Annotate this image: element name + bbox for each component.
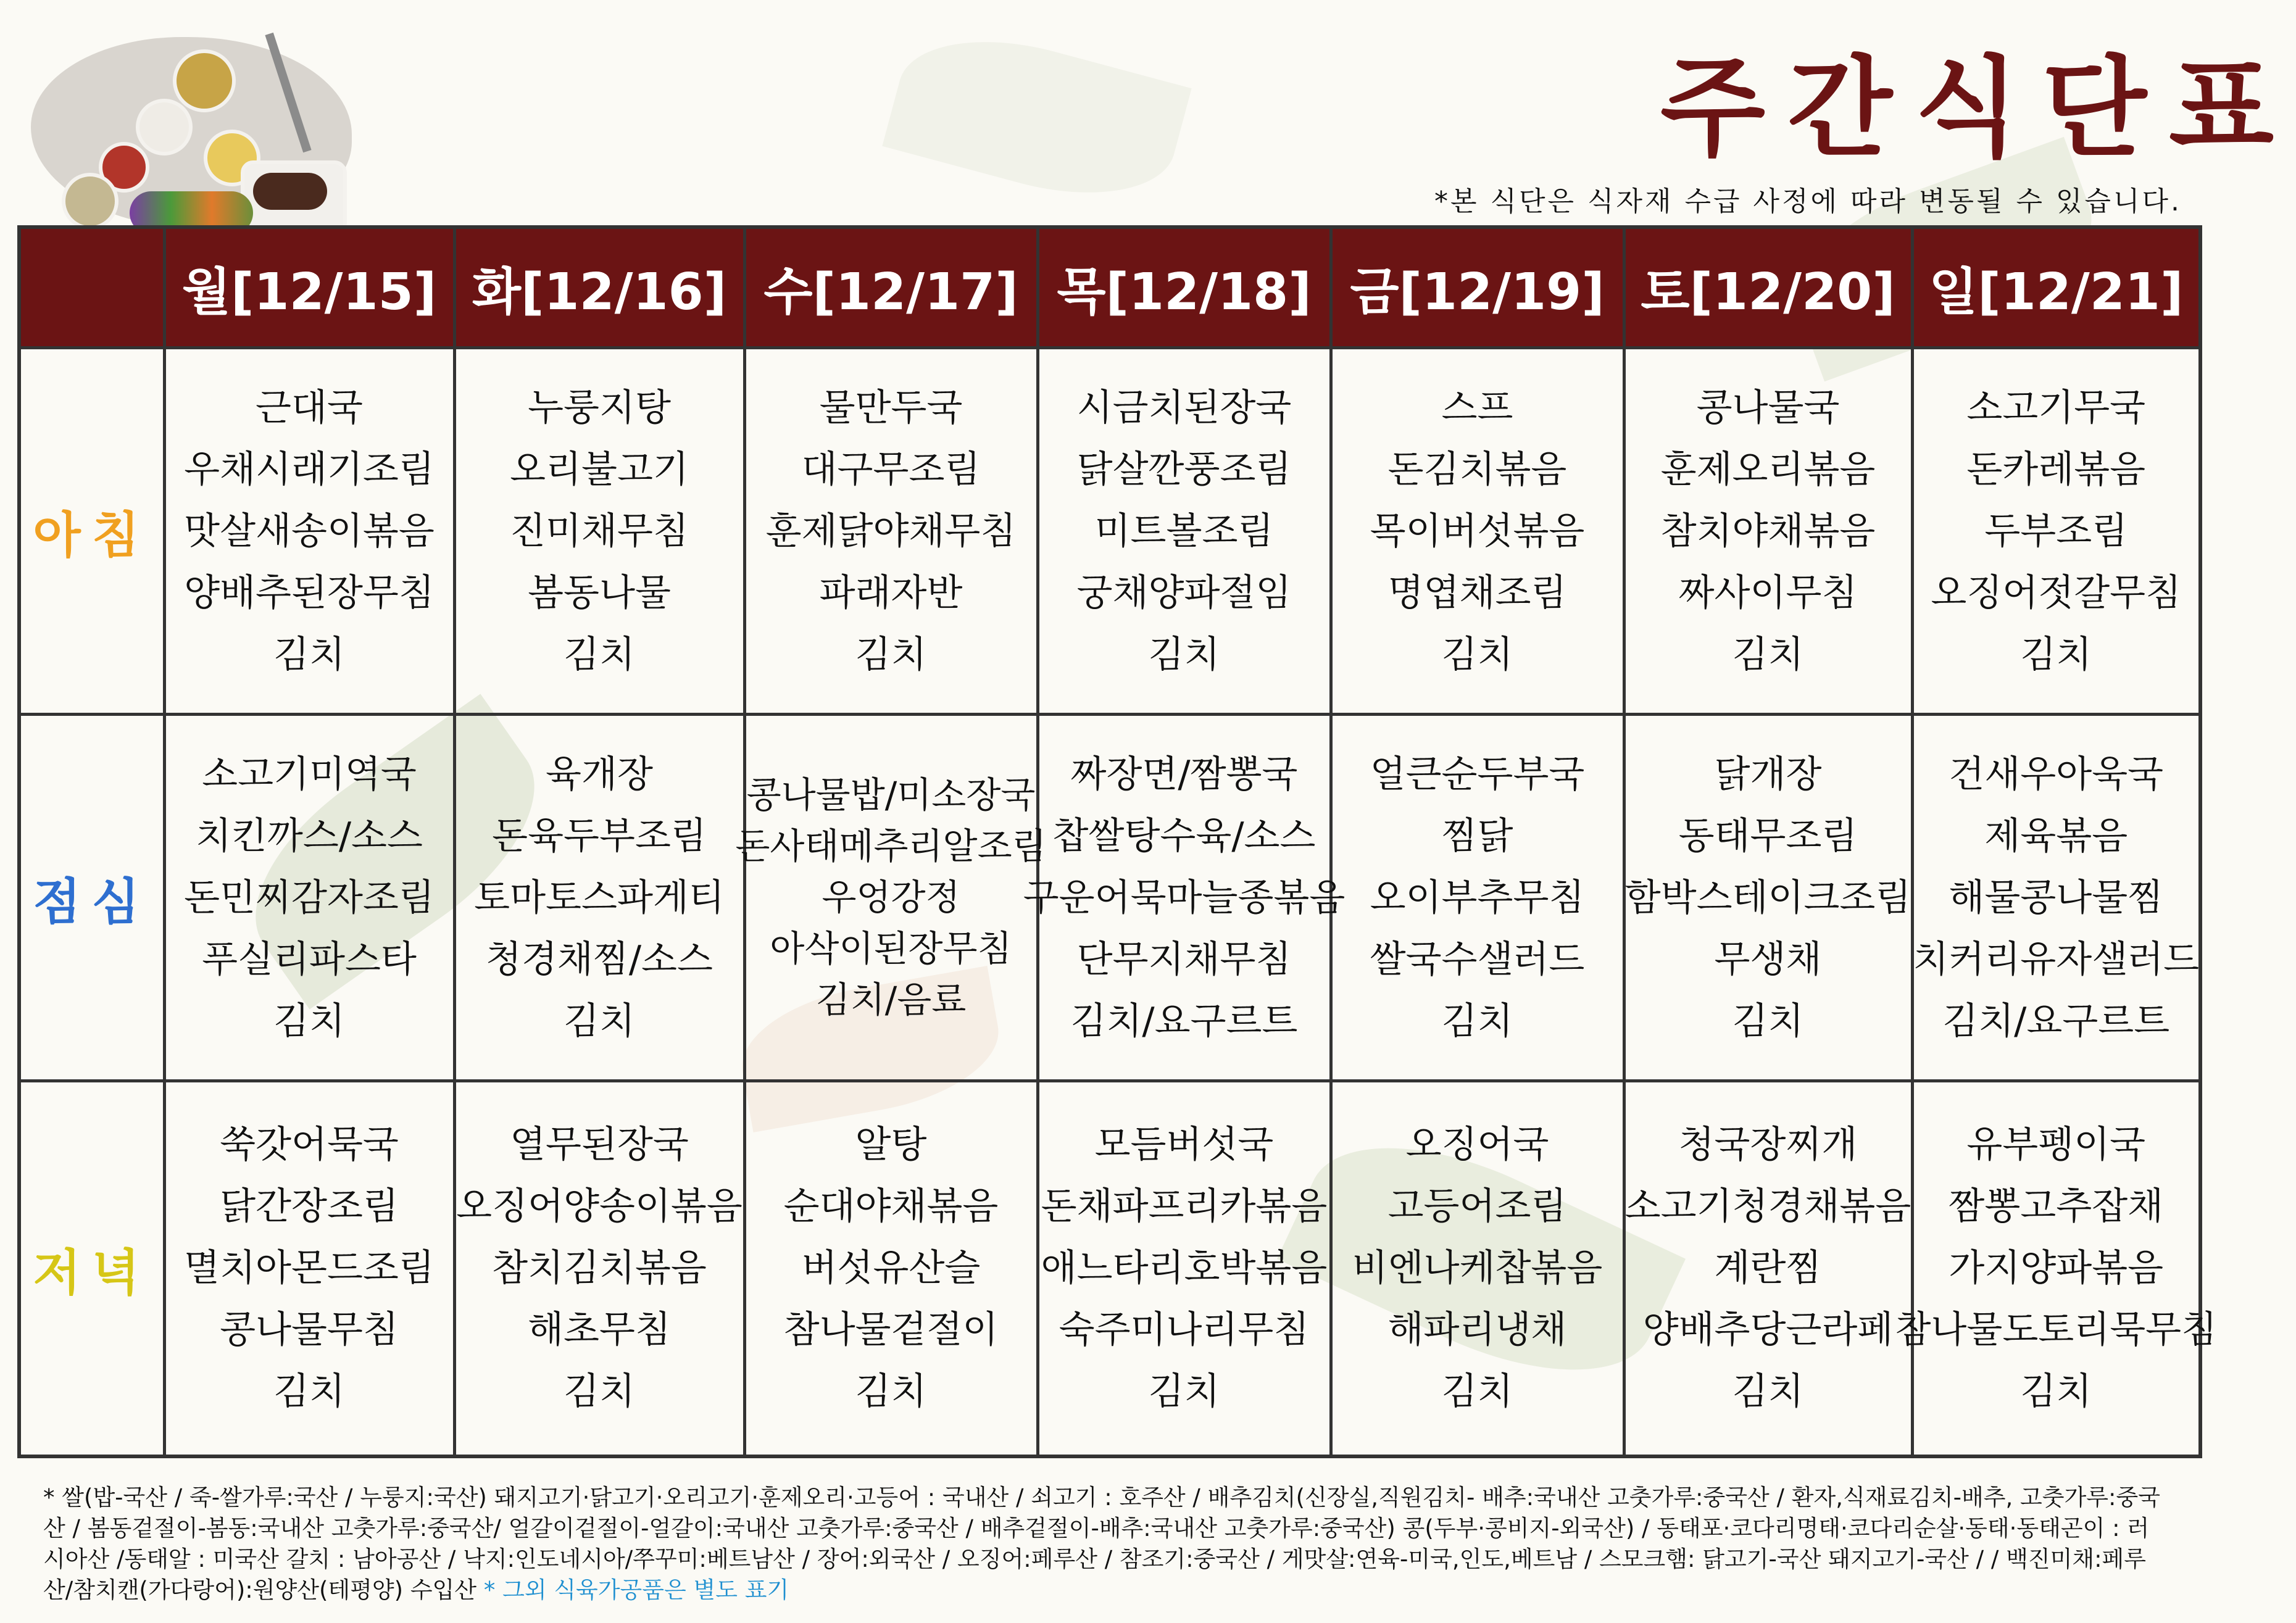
- dish-item: 해초무침: [528, 1308, 671, 1352]
- day-header-row: [19, 227, 2200, 348]
- menu-cell: [1912, 715, 2200, 1081]
- dish-item: 김치: [1732, 633, 1804, 676]
- dish-item: 김치/요구르트: [1070, 999, 1298, 1043]
- menu-cell: [1023, 715, 1346, 1081]
- menu-cell: [744, 348, 1038, 715]
- dish-item: 콩나물무침: [220, 1308, 399, 1352]
- dish-item: 김치: [1732, 999, 1804, 1043]
- dish-item: 짜사이무침: [1678, 571, 1858, 615]
- dish-item: 숙주미나리무침: [1059, 1308, 1310, 1352]
- dish-item: 김치: [273, 633, 345, 676]
- dish-item: 돈민찌감자조림: [184, 876, 435, 919]
- menu-cell: [1038, 348, 1331, 715]
- dish-item: 콩나물밥/미소장국: [746, 774, 1036, 816]
- dish-item: 시금치된장국: [1076, 386, 1292, 430]
- dish-item: 쑥갓어묵국: [220, 1123, 399, 1167]
- dish-item: 김치: [855, 633, 927, 676]
- dish-item: 물만두국: [819, 386, 963, 430]
- dish-item: 소고기미역국: [202, 752, 417, 796]
- dish-item: 두부조림: [1984, 509, 2128, 553]
- day-header: 토[12/20]: [1624, 227, 1912, 348]
- menu-cell: [1895, 1081, 2218, 1456]
- menu-cell: [454, 1081, 744, 1456]
- menu-cell: [164, 1081, 454, 1456]
- dish-item: 김치/음료: [815, 979, 967, 1021]
- dish-item: 파래자반: [819, 571, 963, 615]
- dish-item: 김치: [2020, 1370, 2092, 1414]
- dish-item: 김치: [1148, 1370, 1220, 1414]
- dish-item: 스프: [1441, 386, 1513, 430]
- origin-note-highlight: * 그외 식육가공품은 별도 표기: [483, 1577, 789, 1603]
- dish-item: 참나물도토리묵무침: [1895, 1308, 2218, 1352]
- meal-row-breakfast: [19, 348, 2200, 715]
- dish-item: 푸실리파스타: [202, 937, 417, 981]
- dish-item: 대구무조림: [801, 447, 981, 491]
- dish-item: 진미채무침: [510, 509, 689, 553]
- dish-item: 계란찜: [1714, 1247, 1822, 1290]
- dish-item: 청경채찜/소스: [486, 937, 713, 981]
- menu-cell: [1912, 348, 2200, 715]
- dish-item: 김치: [564, 1370, 635, 1414]
- menu-cell: [164, 348, 454, 715]
- menu-cell: [744, 1081, 1038, 1456]
- dish-item: 우엉강정: [821, 876, 960, 918]
- dish-item: 단무지채무침: [1076, 937, 1292, 981]
- dish-item: 김치: [273, 999, 345, 1043]
- dish-item: 참치야채볶음: [1660, 509, 1876, 553]
- dish-item: 알탕: [855, 1123, 927, 1167]
- dish-item: 참치김치볶음: [492, 1247, 707, 1290]
- dish-item: 애느타리호박볶음: [1041, 1247, 1328, 1290]
- dish-item: 목이버섯볶음: [1370, 509, 1585, 553]
- dish-item: 김치: [564, 633, 635, 676]
- dish-item: 쌀국수샐러드: [1370, 937, 1585, 981]
- menu-cell: [1331, 1081, 1624, 1456]
- dish-item: 봄동나물: [528, 571, 671, 615]
- dish-item: 훈제오리볶음: [1660, 447, 1876, 491]
- dish-item: 돈김치볶음: [1387, 447, 1567, 491]
- origin-note-text: * 쌀(밥-국산 / 죽-쌀가루:국산 / 누룽지:국산) 돼지고기·닭고기·오리고기·훈제오리·고등어 : 국내산 / 쇠고기 : 호주산 / 배추김치(신장실,직원김치- 배추:국내산 고춧가루:중국산 / 환자,식재료김치-배추, 고춧가루:중국산 / 봄동겉절이-봄동:국내산 고춧가루:중국산/ 얼갈이겉절이-얼갈이:국내산 고춧가루:중국산 / 배추겉절이-배추:국내산 고춧가루:중국산) 콩(두부·콩비지-외국산) / 동태포·코다리명태·코다리순살·동태·동태곤이 : 러시아산 /동태알 : 미국산 갈치 : 남아공산 / 낙지:인도네시아/쭈꾸미:베트남산 / 장어:외국산 / 오징어:페루산 / 참조기:중국산 / 게맛살:연육-미국,인도,베트남 / 스모크햄: 닭고기-국산 돼지고기-국산 / / 백진미채:페루산/참치캔(가다랑어):원양산(테평양) 수입산: [43, 1484, 2160, 1603]
- menu-cell: [1624, 1081, 1912, 1456]
- dish-item: 훈제닭야채무침: [765, 509, 1017, 553]
- dish-item: 순대야채볶음: [783, 1185, 999, 1229]
- day-header: 목[12/18]: [1038, 227, 1331, 348]
- dish-item: 무생채: [1714, 937, 1822, 981]
- dish-item: 고등어조림: [1387, 1185, 1567, 1229]
- dish-item: 멸치아몬드조림: [184, 1247, 435, 1290]
- dish-item: 청국장찌개: [1678, 1123, 1858, 1167]
- dish-item: 모듬버섯국: [1094, 1123, 1274, 1167]
- menu-cell: [1331, 348, 1624, 715]
- day-header: 금[12/19]: [1331, 227, 1624, 348]
- menu-cell: [1624, 348, 1912, 715]
- menu-cell: [1624, 715, 1912, 1081]
- dish-item: 치킨까스/소스: [196, 814, 423, 858]
- dish-item: 양배추당근라페: [1642, 1308, 1894, 1352]
- dish-item: 김치: [855, 1370, 927, 1414]
- dish-item: 누룽지탕: [528, 386, 671, 430]
- dish-item: 해파리냉채: [1387, 1308, 1567, 1352]
- dish-item: 궁채양파절임: [1076, 571, 1292, 615]
- meal-row-dinner: [19, 1081, 2200, 1456]
- dish-item: 오징어양송이볶음: [456, 1185, 742, 1229]
- dish-item: 열무된장국: [510, 1123, 689, 1167]
- dish-item: 건새우아욱국: [1949, 752, 2164, 796]
- dish-item: 아삭이된장무침: [770, 928, 1012, 969]
- dish-item: 오징어젓갈무침: [1931, 571, 2182, 615]
- dish-item: 돈사태메추리알조림: [735, 825, 1047, 867]
- day-header: 화[12/16]: [454, 227, 744, 348]
- dish-item: 가지양파볶음: [1949, 1247, 2164, 1290]
- dish-item: 짜장면/짬뽕국: [1070, 752, 1298, 796]
- menu-cell: [454, 715, 744, 1081]
- dish-item: 돈육두부조림: [492, 814, 707, 858]
- menu-cell: [454, 348, 744, 715]
- dish-item: 근대국: [256, 386, 363, 430]
- dish-item: 김치: [1441, 633, 1513, 676]
- dish-item: 미트볼조림: [1094, 509, 1274, 553]
- meal-label: 저녁: [19, 1081, 164, 1456]
- dish-item: 육개장: [546, 752, 653, 796]
- dish-item: 비엔나케찹볶음: [1352, 1247, 1603, 1290]
- day-header: 수[12/17]: [744, 227, 1038, 348]
- menu-cell: [1331, 715, 1624, 1081]
- day-header: 월[12/15]: [164, 227, 454, 348]
- dish-item: 돈카레볶음: [1966, 447, 2146, 491]
- dish-item: 김치: [1148, 633, 1220, 676]
- dish-item: 오리불고기: [510, 447, 689, 491]
- food-photo: [19, 25, 352, 228]
- dish-item: 닭개장: [1714, 752, 1822, 796]
- dish-item: 토마토스파게티: [474, 876, 725, 919]
- menu-cell: [1038, 1081, 1331, 1456]
- notice-text: *본 식단은 식자재 수급 사정에 따라 변동될 수 있습니다.: [1434, 186, 2182, 217]
- dish-item: 오징어국: [1405, 1123, 1549, 1167]
- dish-item: 찹쌀탕수육/소스: [1052, 814, 1316, 858]
- dish-item: 짬뽕고추잡채: [1949, 1185, 2164, 1229]
- dish-item: 구운어묵마늘종볶음: [1023, 876, 1346, 919]
- meal-label: 점심: [19, 715, 164, 1081]
- dish-item: 맛살새송이볶음: [184, 509, 435, 553]
- dish-item: 소고기무국: [1966, 386, 2146, 430]
- dish-item: 닭살깐풍조림: [1076, 447, 1292, 491]
- day-header: 일[12/21]: [1912, 227, 2200, 348]
- dish-item: 버섯유산슬: [801, 1247, 981, 1290]
- page-title: 주간식단표: [1660, 45, 2296, 172]
- meal-label: 아침: [19, 348, 164, 715]
- header-corner: [19, 227, 164, 348]
- dish-item: 김치: [1441, 1370, 1513, 1414]
- dish-item: 김치: [1441, 999, 1513, 1043]
- dish-item: 김치: [2020, 633, 2092, 676]
- dish-item: 김치: [1732, 1370, 1804, 1414]
- dish-item: 오이부추무침: [1370, 876, 1585, 919]
- menu-cell: [735, 715, 1047, 1081]
- dish-item: 유부펭이국: [1966, 1123, 2146, 1167]
- dish-item: 얼큰순두부국: [1370, 752, 1585, 796]
- meal-row-lunch: [19, 715, 2200, 1081]
- dish-item: 동태무조림: [1678, 814, 1858, 858]
- dish-item: 해물콩나물찜: [1949, 876, 2164, 919]
- dish-item: 명엽채조림: [1387, 571, 1567, 615]
- dish-item: 돈채파프리카볶음: [1041, 1185, 1328, 1229]
- dish-item: 김치: [564, 999, 635, 1043]
- dish-item: 찜닭: [1441, 814, 1513, 858]
- dish-item: 콩나물국: [1696, 386, 1840, 430]
- origin-note: [43, 1482, 2166, 1606]
- dish-item: 닭간장조림: [220, 1185, 399, 1229]
- dish-item: 김치/요구르트: [1942, 999, 2170, 1043]
- background-leaf: [882, 15, 1191, 220]
- dish-item: 제육볶음: [1984, 814, 2128, 858]
- dish-item: 함박스테이크조림: [1624, 876, 1911, 919]
- dish-item: 치커리유자샐러드: [1913, 937, 2200, 981]
- dish-item: 소고기청경채볶음: [1624, 1185, 1911, 1229]
- dish-item: 김치: [273, 1370, 345, 1414]
- menu-cell: [164, 715, 454, 1081]
- dish-item: 우채시래기조림: [184, 447, 435, 491]
- weekly-menu-table: [17, 225, 2218, 1458]
- dish-item: 양배추된장무침: [184, 571, 435, 615]
- dish-item: 참나물겉절이: [783, 1308, 999, 1352]
